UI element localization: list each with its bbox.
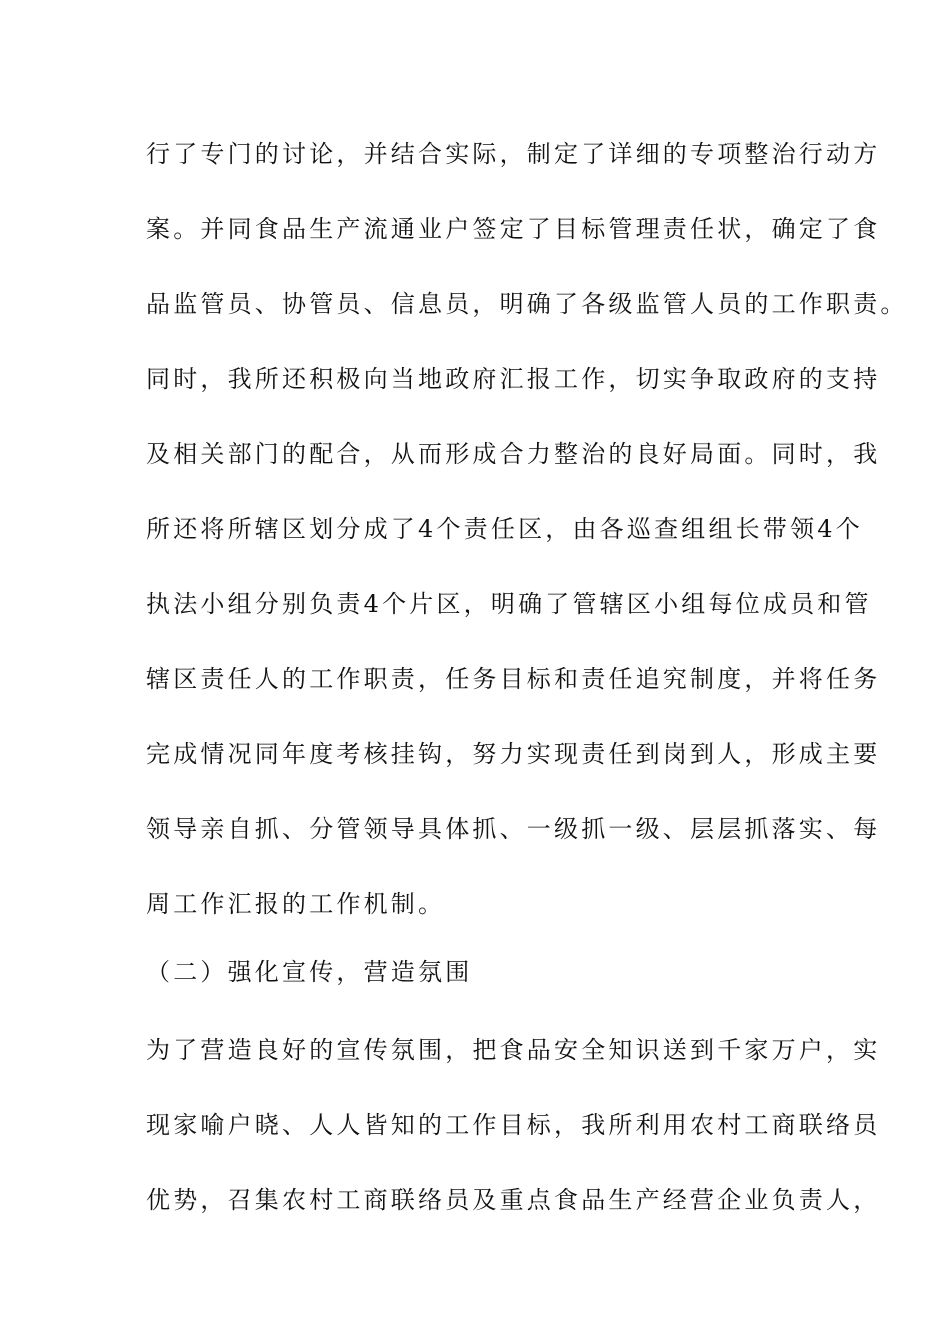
body-text-line-1: 行了专门的讨论，并结合实际，制定了详细的专项整治行动方 (146, 140, 881, 168)
body-text-line-4: 同时，我所还积极向当地政府汇报工作，切实争取政府的支持 (146, 365, 881, 393)
body-text-line-11: 周工作汇报的工作机制。 (146, 890, 446, 918)
body-text-line-8: 辖区责任人的工作职责，任务目标和责任追究制度，并将任务 (146, 665, 881, 693)
body-text-line-5: 及相关部门的配合，从而形成合力整治的良好局面。同时，我 (146, 440, 881, 468)
body-text-line-10: 领导亲自抓、分管领导具体抓、一级抓一级、层层抓落实、每 (146, 815, 881, 843)
body-text-line-2: 案。并同食品生产流通业户签定了目标管理责任状，确定了食 (146, 215, 881, 243)
body-text-line-12: 为了营造良好的宣传氛围，把食品安全知识送到千家万户，实 (146, 1036, 881, 1064)
section-heading: （二）强化宣传，营造氛围 (146, 958, 473, 986)
body-text-line-6: 所还将所辖区划分成了4个责任区，由各巡查组组长带领4个 (146, 515, 863, 543)
body-text-line-3: 品监管员、协管员、信息员，明确了各级监管人员的工作职责。 (146, 290, 908, 318)
body-text-line-9: 完成情况同年度考核挂钩，努力实现责任到岗到人，形成主要 (146, 740, 881, 768)
body-text-line-13: 现家喻户晓、人人皆知的工作目标，我所利用农村工商联络员 (146, 1111, 881, 1139)
body-text-line-14: 优势，召集农村工商联络员及重点食品生产经营企业负责人， (146, 1186, 881, 1214)
body-text-line-7: 执法小组分别负责4个片区，明确了管辖区小组每位成员和管 (146, 590, 872, 618)
